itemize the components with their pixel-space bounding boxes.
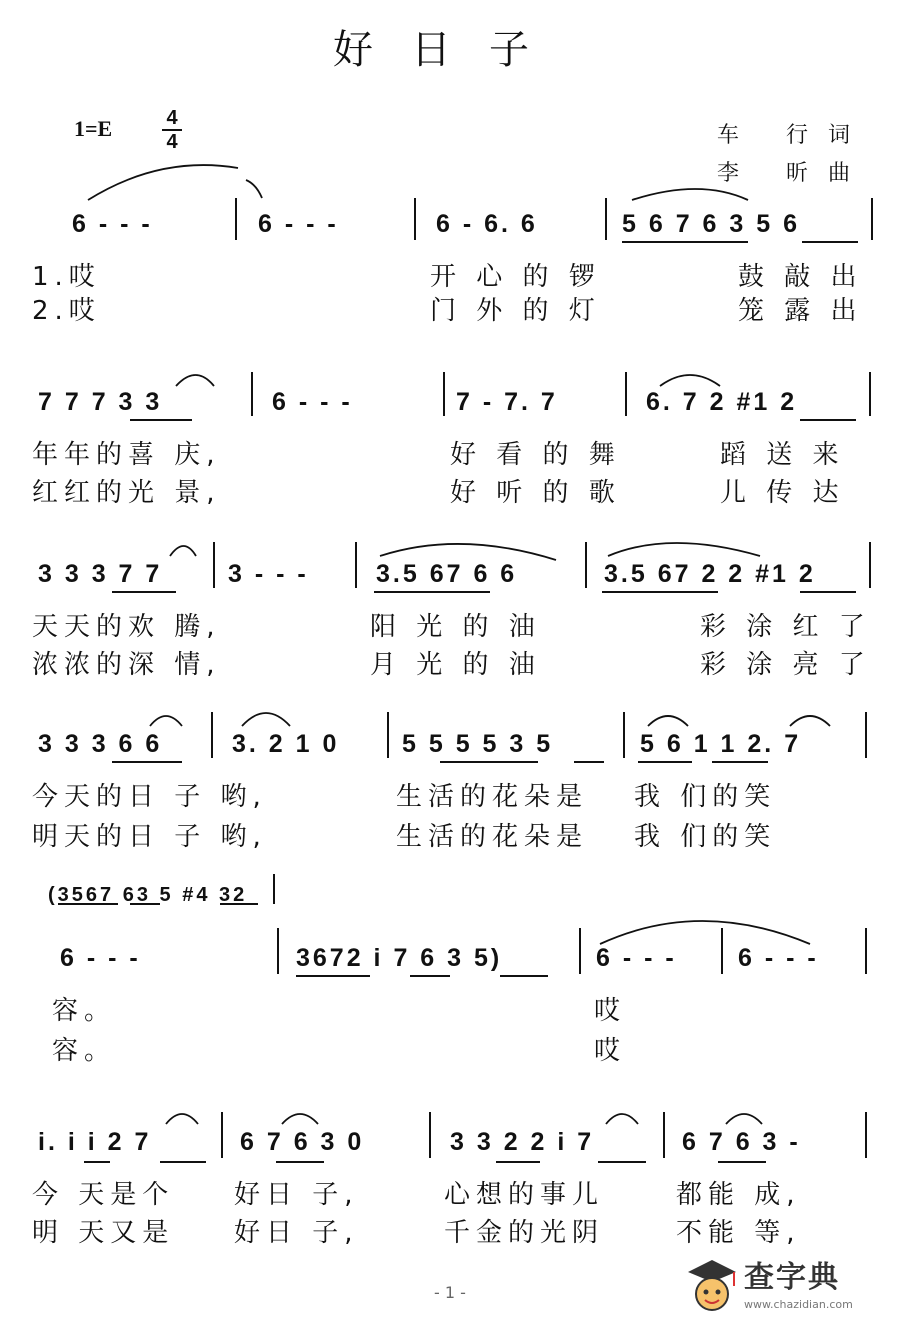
measure-notes: 3 3 3 7 7 — [38, 560, 163, 588]
measure-notes: 5 6 7 6 3 5 6 — [622, 210, 801, 238]
phrase-slur — [608, 543, 760, 556]
lyric-verse2: 2.哎 — [32, 296, 101, 326]
phrase-slur — [150, 716, 182, 726]
interlude-notes: (3567 63 5 #4 32 — [48, 884, 248, 906]
lyric-verse1: 都能 成, — [676, 1180, 801, 1210]
page-number: - 1 - — [434, 1283, 466, 1302]
measure-notes: 3 3 3 6 6 — [38, 730, 163, 758]
watermark-logo — [684, 1250, 890, 1320]
lyric-verse1: 容。 — [52, 996, 117, 1026]
measure-notes: 6 - - - — [60, 944, 141, 972]
phrase-slur — [282, 1114, 318, 1124]
time-signature-top: 4 — [166, 107, 178, 129]
measure-notes: 6. 7 2 #1 2 — [646, 388, 798, 416]
phrase-slur — [380, 544, 556, 560]
measure-notes: 7 7 7 3 3 — [38, 388, 163, 416]
lyric-verse2: 明 天又是 — [32, 1218, 175, 1248]
lyric-verse1: 1.哎 — [32, 262, 101, 292]
lyric-verse2: 我 们的笑 — [634, 822, 777, 852]
tie-slur — [600, 921, 810, 944]
scholar-face-icon — [684, 1256, 740, 1316]
lyric-verse2: 儿 传 达 — [720, 478, 845, 508]
lyric-verse1: 我 们的笑 — [634, 782, 777, 812]
lyric-verse2: 不能 等, — [676, 1218, 801, 1248]
lyric-verse2: 好 听 的 歌 — [450, 478, 621, 508]
barlines-system-2 — [252, 372, 870, 416]
tie-slur — [246, 180, 262, 198]
measure-notes: 6 - - - — [258, 210, 339, 238]
lyric-verse2: 千金的光阴 — [444, 1218, 605, 1248]
measure-notes: 6 7 6 3 0 — [240, 1128, 365, 1156]
lyric-verse1: 年年的喜 庆, — [32, 440, 221, 470]
lyric-verse2: 红红的光 景, — [32, 478, 221, 508]
phrase-slur — [606, 1114, 638, 1124]
phrase-slur — [660, 375, 720, 386]
measure-notes: 6 - - - — [596, 944, 677, 972]
measure-notes: 6 - - - — [272, 388, 353, 416]
lyricist-credit: 车 行词 — [717, 123, 870, 148]
measure-notes: 6 - - - — [72, 210, 153, 238]
lyric-verse1: 心想的事儿 — [444, 1180, 605, 1210]
phrase-slur — [166, 1114, 198, 1124]
lyric-verse1: 鼓 敲 出 — [738, 262, 863, 292]
phrase-slur — [242, 713, 290, 726]
phrase-slur — [170, 546, 196, 556]
lyric-verse2: 生活的花朵是 — [396, 822, 589, 852]
lyric-verse2: 好日 子, — [234, 1218, 359, 1248]
watermark-url: www.chazidian.com — [744, 1298, 853, 1311]
measure-notes: 3672 i 7 6 3 5) — [296, 944, 503, 972]
barlines-system-6 — [222, 1112, 866, 1158]
composer-credit: 李 昕曲 — [717, 161, 870, 186]
lyric-verse1: 天天的欢 腾, — [32, 612, 221, 642]
phrase-slur — [176, 375, 214, 386]
barlines-system-4 — [212, 712, 866, 758]
measure-notes: 3 3 2 2 i 7 — [450, 1128, 595, 1156]
measure-notes: 3.5 67 6 6 — [376, 560, 518, 588]
tie-slur — [88, 165, 238, 200]
measure-notes: i. i i 2 7 — [38, 1128, 152, 1156]
time-signature-bottom: 4 — [166, 131, 178, 153]
measure-notes: 6 - - - — [738, 944, 819, 972]
lyric-verse1: 阳 光 的 油 — [370, 612, 541, 642]
lyric-verse1: 生活的花朵是 — [396, 782, 589, 812]
barlines-system-3 — [214, 542, 870, 588]
lyric-verse1: 开 心 的 锣 — [430, 262, 601, 292]
measure-notes: 6 7 6 3 - — [682, 1128, 801, 1156]
phrase-slur — [632, 189, 748, 200]
measure-notes: 5 6 1 1 2. 7 — [640, 730, 802, 758]
barlines-system-1 — [236, 198, 872, 240]
phrase-slur — [790, 716, 830, 726]
lyric-verse2: 笼 露 出 — [738, 296, 863, 326]
page-title: 好日子 — [333, 27, 567, 73]
lyric-verse1: 蹈 送 来 — [720, 440, 845, 470]
key-signature: 1=E — [74, 116, 113, 141]
lyric-verse1: 今天的日 子 哟, — [32, 782, 267, 812]
measure-notes: 3 - - - — [228, 560, 309, 588]
lyric-verse2: 门 外 的 灯 — [430, 296, 601, 326]
lyric-verse2: 明天的日 子 哟, — [32, 822, 267, 852]
measure-notes: 3. 2 1 0 — [232, 730, 340, 758]
lyric-verse1: 好日 子, — [234, 1180, 359, 1210]
lyric-verse2: 浓浓的深 情, — [32, 650, 221, 680]
measure-notes: 3.5 67 2 2 #1 2 — [604, 560, 816, 588]
lyric-verse2: 容。 — [52, 1036, 117, 1066]
watermark-name: 查字典 — [744, 1260, 840, 1295]
measure-notes: 5 5 5 5 3 5 — [402, 730, 554, 758]
lyric-verse1: 好 看 的 舞 — [450, 440, 621, 470]
measure-notes: 7 - 7. 7 — [456, 388, 558, 416]
lyric-verse1: 哎 — [594, 996, 627, 1026]
phrase-slur — [726, 1114, 762, 1124]
barlines-system-5 — [278, 928, 866, 974]
lyric-verse2: 月 光 的 油 — [370, 650, 541, 680]
lyric-verse2: 哎 — [594, 1036, 627, 1066]
lyric-verse2: 彩 涂 亮 了 — [700, 650, 871, 680]
lyric-verse1: 彩 涂 红 了 — [700, 612, 871, 642]
phrase-slur — [648, 716, 688, 726]
measure-notes: 6 - 6. 6 — [436, 210, 538, 238]
lyric-verse1: 今 天是个 — [32, 1180, 175, 1210]
